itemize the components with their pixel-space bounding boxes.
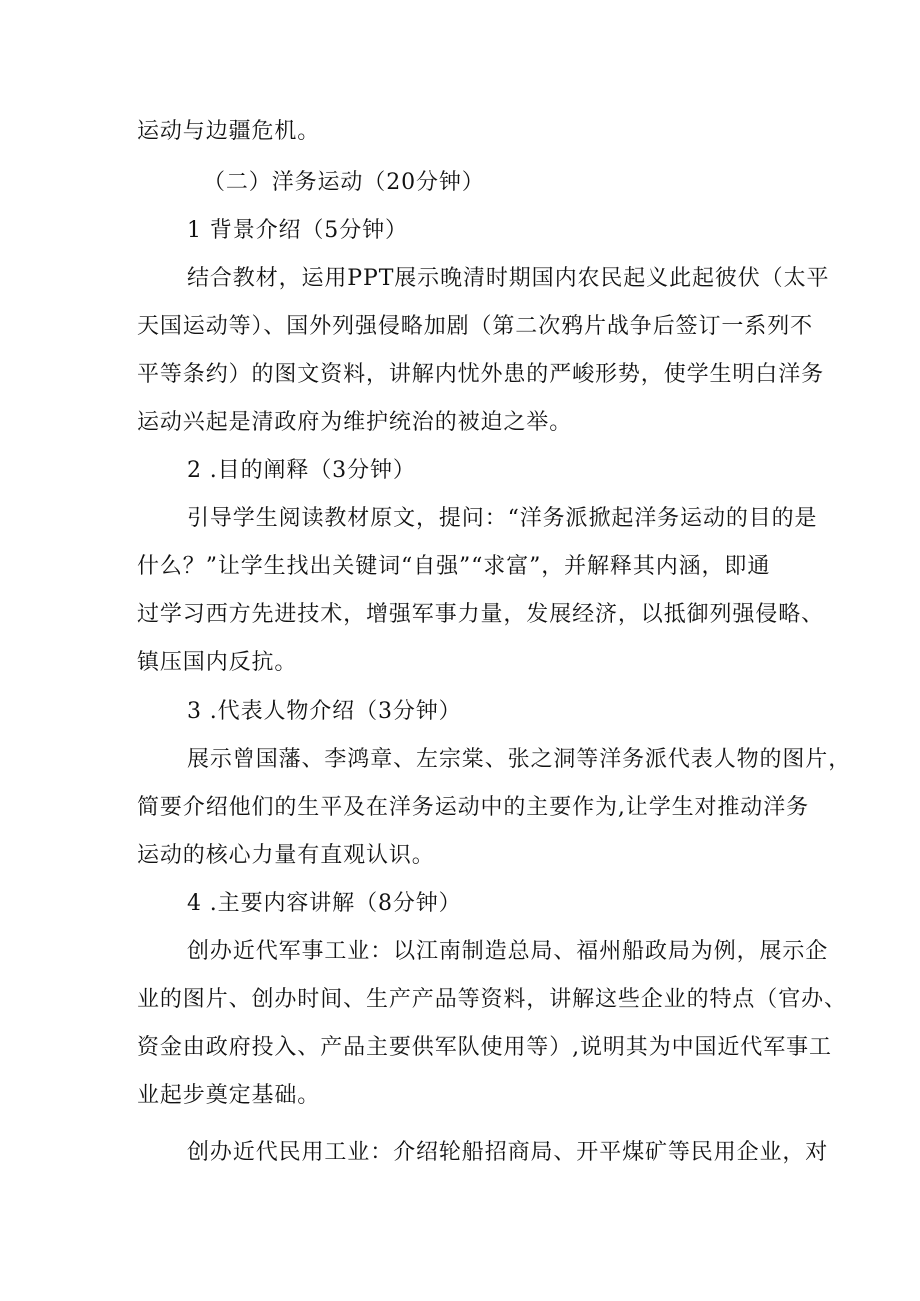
text-line: 结合教材，运用PPT展示晚清时期国内农民起义此起彼伏（太平 (187, 266, 830, 291)
text-line: 简要介绍他们的生平及在洋务运动中的主要作为,让学生对推动洋务 (137, 795, 809, 820)
section-heading: （二）洋务运动（20分钟） (203, 170, 485, 195)
text-line: 展示曾国藩、李鸿章、左宗棠、张之洞等洋务派代表人物的图片， (187, 747, 852, 772)
text-line: 运动兴起是清政府为维护统治的被迫之举。 (137, 410, 573, 435)
text-line: 资金由政府投入、产品主要供军队使用等）,说明其为中国近代军事工 (137, 1035, 832, 1060)
subsection-heading: 1 背景介绍（5分钟） (187, 218, 408, 243)
subsection-heading: 4 .主要内容讲解（8分钟） (187, 891, 462, 916)
text-line: 引导学生阅读教材原文，提问：“洋务派掀起洋务运动的目的是 (187, 506, 818, 531)
text-line: 过学习西方先进技术，增强军事力量，发展经济，以抵御列强侵略、 (137, 602, 825, 627)
text-line: 镇压国内反抗。 (137, 650, 298, 675)
text-line: 业起步奠定基础。 (137, 1083, 321, 1108)
text-line: 创办近代民用工业：介绍轮船招商局、开平煤矿等民用企业，对 (187, 1140, 829, 1165)
text-line: 运动的核心力量有直观认识。 (137, 843, 435, 868)
subsection-heading: 3 .代表人物介绍（3分钟） (187, 699, 462, 724)
subsection-heading: 2 .目的阐释（3分钟） (187, 458, 416, 483)
text-line: 什么？”让学生找出关键词“自强”“求富”，并解释其内涵，即通 (137, 554, 771, 579)
text-line: 业的图片、创办时间、生产产品等资料，讲解这些企业的特点（官办、 (137, 987, 847, 1012)
text-line: 平等条约）的图文资料，讲解内忧外患的严峻形势，使学生明白洋务 (137, 362, 825, 387)
text-line: 创办近代军事工业：以江南制造总局、福州船政局为例，展示企 (187, 939, 829, 964)
text-line: 运动与边疆危机。 (137, 119, 321, 144)
text-line: 天国运动等）、国外列强侵略加剧（第二次鸦片战争后签订一系列不 (137, 314, 814, 339)
